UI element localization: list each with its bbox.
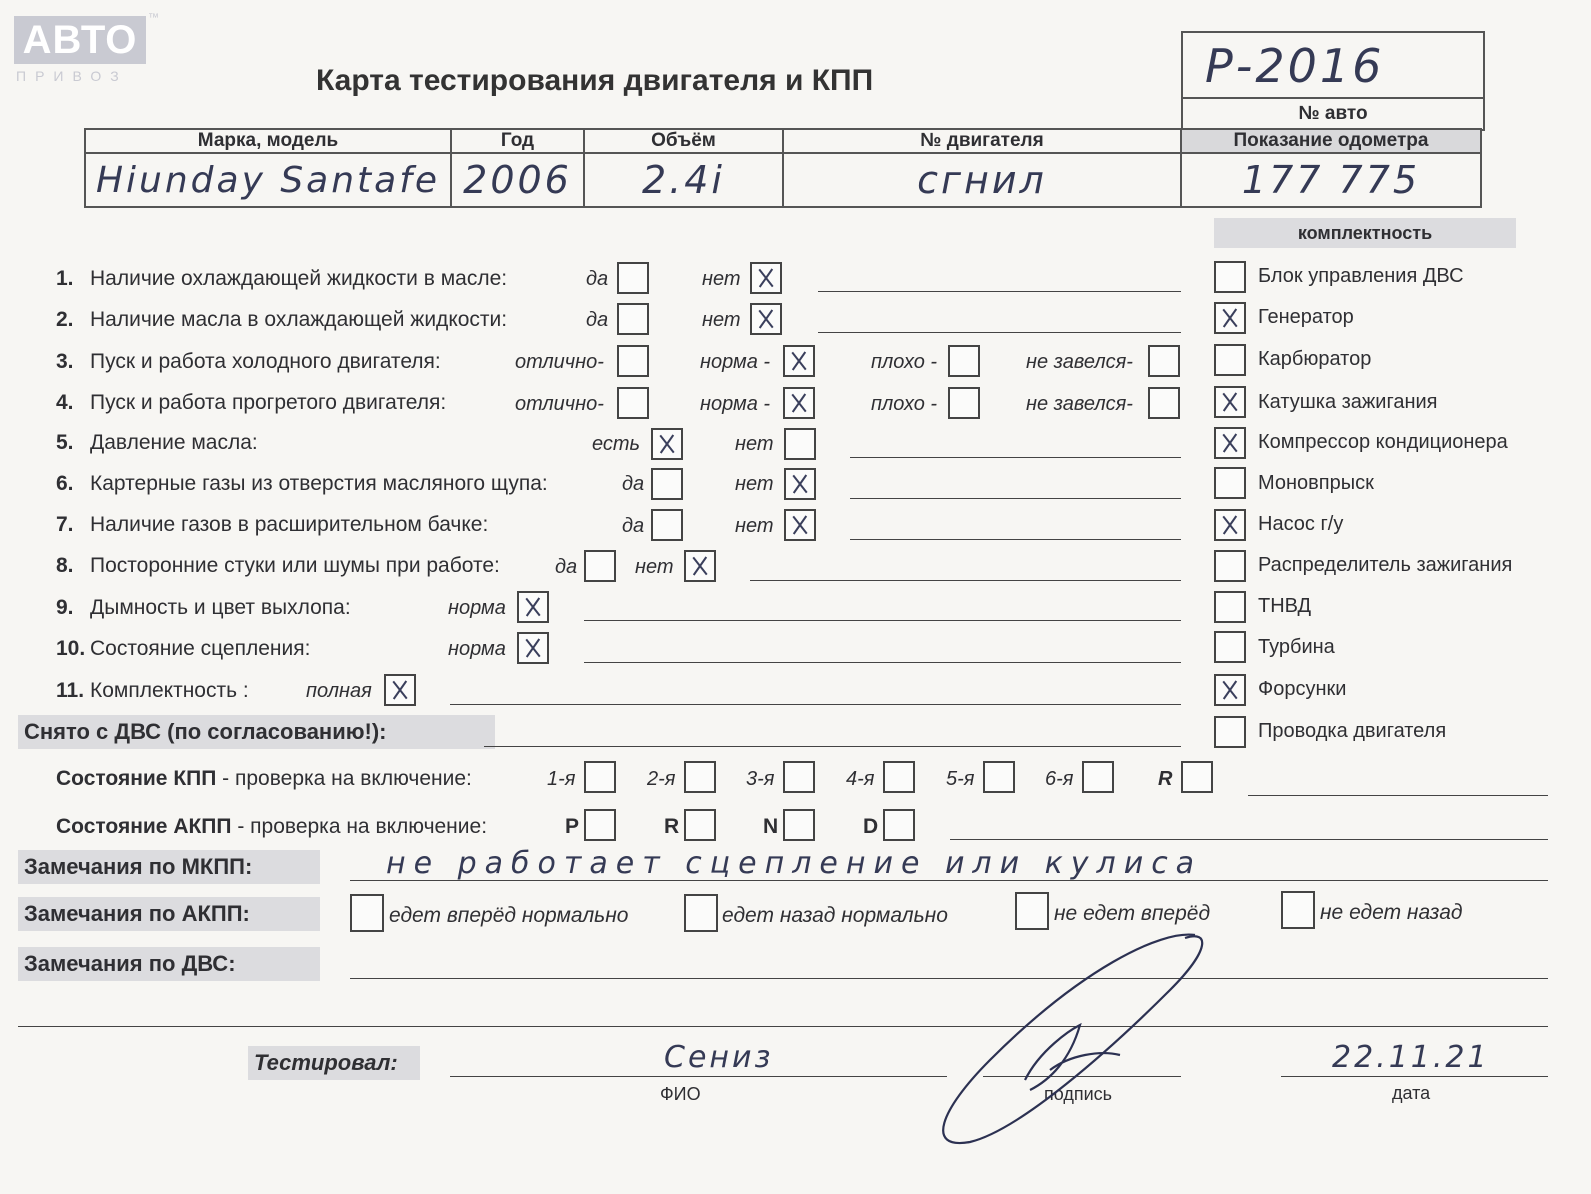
completeness-checkbox[interactable] — [1214, 344, 1246, 376]
check-checkbox[interactable] — [651, 428, 683, 460]
check-number: 2. — [56, 308, 74, 331]
option-label: норма - — [700, 351, 771, 373]
mkpp-remarks-label: Замечания по МКПП: — [18, 850, 320, 884]
date-value: 22.11.21 — [1332, 1040, 1490, 1075]
check-checkbox[interactable] — [784, 428, 816, 460]
completeness-label: Насос г/у — [1258, 513, 1344, 535]
gear-label: 3-я — [746, 768, 775, 790]
mkpp-remarks-value: не работает сцепление или кулиса — [386, 846, 1203, 881]
option-label: нет — [635, 556, 674, 578]
dvs-remarks-label: Замечания по ДВС: — [18, 947, 320, 981]
option-label: да — [586, 268, 609, 290]
completeness-label: Генератор — [1258, 306, 1354, 328]
check-number: 11. — [56, 679, 85, 702]
check-checkbox[interactable] — [783, 345, 815, 377]
check-checkbox[interactable] — [784, 468, 816, 500]
vehicle-info-table — [84, 128, 1482, 208]
header-label-engine-no: № двигателя — [783, 129, 1181, 153]
gear-label: R — [1158, 768, 1173, 790]
check-checkbox[interactable] — [617, 345, 649, 377]
check-checkbox[interactable] — [783, 387, 815, 419]
header-label-year: Год — [451, 129, 584, 153]
option-label: да — [622, 515, 645, 537]
option-label: есть — [592, 433, 641, 455]
akpp-remark-label: едет назад нормально — [722, 904, 948, 927]
completeness-checkbox[interactable] — [1214, 302, 1246, 334]
removed-section-label: Снято с ДВС (по согласованию!): — [18, 715, 495, 749]
kpp-label-rest: - проверка на включение: — [216, 767, 472, 790]
tester-name-value: Сениз — [664, 1040, 774, 1075]
check-checkbox[interactable] — [651, 468, 683, 500]
akpp-remark-label: не едет вперёд — [1054, 902, 1211, 925]
page-title: Карта тестирования двигателя и КПП — [316, 64, 874, 97]
check-row — [56, 554, 500, 578]
akpp-remark-checkbox[interactable] — [684, 894, 718, 932]
akpp-label-bold: Состояние АКПП — [56, 815, 232, 838]
akpp-mode-checkbox[interactable] — [783, 809, 815, 841]
completeness-checkbox[interactable] — [1214, 591, 1246, 623]
gear-label: 4-я — [846, 768, 875, 790]
check-checkbox[interactable] — [784, 509, 816, 541]
header-value-engine-no: сгнил — [783, 153, 1181, 207]
check-checkbox[interactable] — [617, 303, 649, 335]
check-row — [56, 431, 258, 455]
check-number: 5. — [56, 431, 74, 454]
completeness-checkbox[interactable] — [1214, 427, 1246, 459]
check-number: 1. — [56, 267, 74, 290]
option-label: нет — [735, 473, 774, 495]
check-label: Состояние сцепления: — [90, 637, 311, 660]
option-label: не завелся- — [1026, 351, 1133, 373]
completeness-label: Распределитель зажигания — [1258, 554, 1513, 576]
check-number: 4. — [56, 391, 74, 414]
check-row — [56, 513, 488, 537]
check-label: Пуск и работа прогретого двигателя: — [90, 391, 447, 414]
completeness-title: комплектность — [1214, 218, 1516, 248]
akpp-mode-checkbox[interactable] — [684, 809, 716, 841]
signature-mark — [930, 930, 1230, 1160]
option-label: плохо - — [871, 393, 938, 415]
check-checkbox[interactable] — [750, 262, 782, 294]
check-number: 6. — [56, 472, 74, 495]
auto-number-box — [1181, 31, 1485, 131]
check-number: 9. — [56, 596, 74, 619]
check-row — [56, 308, 507, 332]
option-label: нет — [735, 515, 774, 537]
option-label: полная — [306, 680, 372, 702]
akpp-remark-label: едет вперёд нормально — [389, 904, 629, 927]
check-label: Наличие охлаждающей жидкости в масле: — [90, 267, 508, 290]
header-label-model: Марка, модель — [85, 129, 451, 153]
header-label-odometer: Показание одометра — [1181, 129, 1481, 153]
check-checkbox[interactable] — [1148, 345, 1180, 377]
gear-checkbox[interactable] — [584, 761, 616, 793]
completeness-checkbox[interactable] — [1214, 509, 1246, 541]
auto-number-value: Р-2016 — [1205, 39, 1385, 93]
gear-label: 2-я — [647, 768, 676, 790]
check-number: 10. — [56, 637, 86, 660]
akpp-mode-checkbox[interactable] — [883, 809, 915, 841]
logo-sub: ПРИВОЗ — [16, 68, 128, 84]
option-label: нет — [735, 433, 774, 455]
check-checkbox[interactable] — [617, 262, 649, 294]
check-checkbox[interactable] — [384, 674, 416, 706]
check-checkbox[interactable] — [948, 387, 980, 419]
check-row — [56, 596, 351, 620]
completeness-label: Моновпрыск — [1258, 472, 1374, 494]
akpp-remarks-label: Замечания по АКПП: — [18, 897, 320, 931]
option-label: норма - — [700, 393, 771, 415]
completeness-label: Компрессор кондиционера — [1258, 431, 1508, 453]
completeness-checkbox[interactable] — [1214, 631, 1246, 663]
option-label: норма — [448, 597, 506, 619]
option-label: отлично- — [515, 393, 604, 415]
gear-checkbox[interactable] — [1181, 761, 1213, 793]
option-label: отлично- — [515, 351, 604, 373]
option-label: да — [586, 309, 609, 331]
completeness-checkbox[interactable] — [1214, 716, 1246, 748]
header-value-model: Hiunday Santafe — [85, 153, 451, 207]
completeness-label: ТНВД — [1258, 595, 1312, 617]
check-label: Наличие масла в охлаждающей жидкости: — [90, 308, 508, 331]
akpp-mode-label: R — [664, 815, 680, 838]
header-value-year: 2006 — [451, 153, 584, 207]
akpp-mode-label: N — [763, 815, 779, 838]
check-checkbox[interactable] — [517, 591, 549, 623]
completeness-label: Проводка двигателя — [1258, 720, 1447, 742]
akpp-label-rest: - проверка на включение: — [231, 815, 488, 838]
check-checkbox[interactable] — [517, 632, 549, 664]
check-number: 8. — [56, 554, 74, 577]
option-label: норма — [448, 638, 506, 660]
check-label: Наличие газов в расширительном бачке: — [90, 513, 489, 536]
check-number: 3. — [56, 350, 74, 373]
option-label: плохо - — [871, 351, 938, 373]
check-checkbox[interactable] — [584, 550, 616, 582]
option-label: да — [622, 473, 645, 495]
kpp-label-bold: Состояние КПП — [56, 767, 217, 790]
completeness-label: Форсунки — [1258, 678, 1347, 700]
check-label: Посторонние стуки или шумы при работе: — [90, 554, 500, 577]
check-label: Картерные газы из отверстия масляного щупа: — [90, 472, 548, 495]
auto-number-label: № авто — [1298, 103, 1368, 124]
check-label: Пуск и работа холодного двигателя: — [90, 350, 441, 373]
check-checkbox[interactable] — [651, 509, 683, 541]
gear-label: 1-я — [547, 768, 576, 790]
check-checkbox[interactable] — [684, 550, 716, 582]
check-row — [56, 472, 548, 496]
header-value-volume: 2.4i — [584, 153, 783, 207]
gear-checkbox[interactable] — [983, 761, 1015, 793]
completeness-checkbox[interactable] — [1214, 386, 1246, 418]
check-row — [56, 637, 310, 661]
logo — [14, 16, 146, 84]
check-checkbox[interactable] — [1148, 387, 1180, 419]
kpp-label — [56, 767, 472, 791]
gear-checkbox[interactable] — [684, 761, 716, 793]
check-row — [56, 391, 446, 415]
check-row — [56, 267, 507, 291]
option-label: нет — [702, 268, 741, 290]
akpp-remark-checkbox[interactable] — [350, 894, 384, 932]
option-label: нет — [702, 309, 741, 331]
option-label: да — [555, 556, 578, 578]
logo-main: АВТО — [14, 16, 146, 64]
akpp-mode-label: P — [565, 815, 580, 838]
akpp-mode-label: D — [863, 815, 879, 838]
gear-label: 5-я — [946, 768, 975, 790]
check-checkbox[interactable] — [617, 387, 649, 419]
check-number: 7. — [56, 513, 74, 536]
akpp-mode-checkbox[interactable] — [584, 809, 616, 841]
check-label: Дымность и цвет выхлопа: — [90, 596, 351, 619]
check-checkbox[interactable] — [750, 303, 782, 335]
check-row — [56, 679, 249, 703]
completeness-label: Блок управления ДВС — [1258, 265, 1464, 287]
tested-by-label: Тестировал: — [248, 1046, 420, 1080]
check-label: Давление масла: — [90, 431, 258, 454]
check-row — [56, 350, 441, 374]
check-checkbox[interactable] — [948, 345, 980, 377]
akpp-label — [56, 815, 487, 839]
header-value-odometer: 177 775 — [1181, 153, 1481, 207]
completeness-label: Катушка зажигания — [1258, 391, 1438, 413]
completeness-label: Карбюратор — [1258, 348, 1372, 370]
signature-caption: подпись — [1044, 1084, 1113, 1104]
akpp-remark-checkbox[interactable] — [1281, 891, 1315, 929]
gear-checkbox[interactable] — [783, 761, 815, 793]
completeness-checkbox[interactable] — [1214, 550, 1246, 582]
completeness-checkbox[interactable] — [1214, 674, 1246, 706]
fio-caption: ФИО — [660, 1084, 701, 1104]
option-label: не завелся- — [1026, 393, 1133, 415]
akpp-remark-checkbox[interactable] — [1015, 892, 1049, 930]
logo-trademark: ™ — [148, 12, 159, 24]
check-label: Комплектность : — [90, 679, 249, 702]
akpp-remark-label: не едет назад — [1320, 901, 1463, 924]
completeness-checkbox[interactable] — [1214, 467, 1246, 499]
gear-label: 6-я — [1045, 768, 1074, 790]
date-caption: дата — [1392, 1083, 1431, 1103]
gear-checkbox[interactable] — [1082, 761, 1114, 793]
completeness-checkbox[interactable] — [1214, 261, 1246, 293]
header-label-volume: Объём — [584, 129, 783, 153]
gear-checkbox[interactable] — [883, 761, 915, 793]
completeness-label: Турбина — [1258, 636, 1335, 658]
